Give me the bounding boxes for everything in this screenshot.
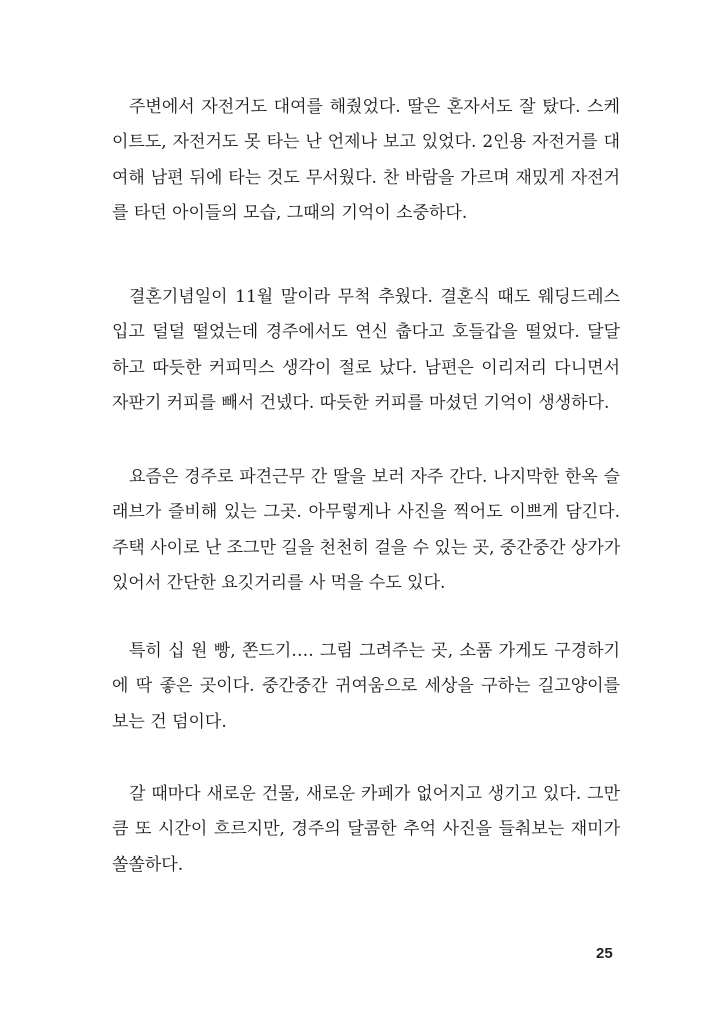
page-number: 25	[596, 945, 613, 962]
text-line: 자판기 커피를 빼서 건넸다. 따듯한 커피를 마셨던 기억이 생생하다.	[112, 393, 610, 414]
paragraph	[112, 634, 620, 740]
text-line: 주변에서 자전거도 대여를 해줬었다. 딸은 혼자서도 잘 탔다. 스케	[129, 97, 620, 117]
text-line: 이트도, 자전거도 못 타는 난 언제나 보고 있었다. 2인용 자전거를 대	[112, 132, 620, 153]
text-line: 에 딱 좋은 곳이다. 중간중간 귀여움으로 세상을 구하는 길고양이를	[112, 676, 620, 697]
text-line: 를 타던 아이들의 모습, 그때의 기억이 소중하다.	[112, 203, 468, 224]
text-line: 입고 덜덜 떨었는데 경주에서도 연신 춥다고 호들갑을 떨었다. 달달	[112, 322, 620, 343]
paragraph	[112, 460, 620, 602]
text-line: 갈 때마다 새로운 건물, 새로운 카페가 없어지고 생기고 있다. 그만	[129, 784, 620, 804]
paragraph	[112, 280, 620, 422]
text-line: 요즘은 경주로 파견근무 간 딸을 보러 자주 간다. 나지막한 한옥 슬	[129, 467, 620, 487]
text-line: 특히 십 원 빵, 쫀드기…. 그림 그려주는 곳, 소품 가게도 구경하기	[129, 641, 620, 661]
text-line: 큼 또 시간이 흐르지만, 경주의 달콤한 추억 사진을 들춰보는 재미가	[112, 819, 620, 840]
text-line: 쏠쏠하다.	[112, 854, 184, 875]
text-line: 보는 건 덤이다.	[112, 711, 227, 732]
paragraph	[112, 90, 620, 232]
paragraph	[112, 777, 620, 883]
text-line: 주택 사이로 난 조그만 길을 천천히 걸을 수 있는 곳, 중간중간 상가가	[112, 537, 620, 558]
text-line: 있어서 간단한 요깃거리를 사 먹을 수도 있다.	[112, 573, 446, 594]
text-line: 래브가 즐비해 있는 그곳. 아무렇게나 사진을 찍어도 이쁘게 담긴다.	[112, 502, 620, 523]
text-line: 여해 남편 뒤에 타는 것도 무서웠다. 찬 바람을 가르며 재밌게 자전거	[112, 167, 620, 188]
text-line: 하고 따듯한 커피믹스 생각이 절로 났다. 남편은 이리저리 다니면서	[112, 357, 620, 378]
text-line: 결혼기념일이 11월 말이라 무척 추웠다. 결혼식 때도 웨딩드레스	[129, 287, 620, 307]
